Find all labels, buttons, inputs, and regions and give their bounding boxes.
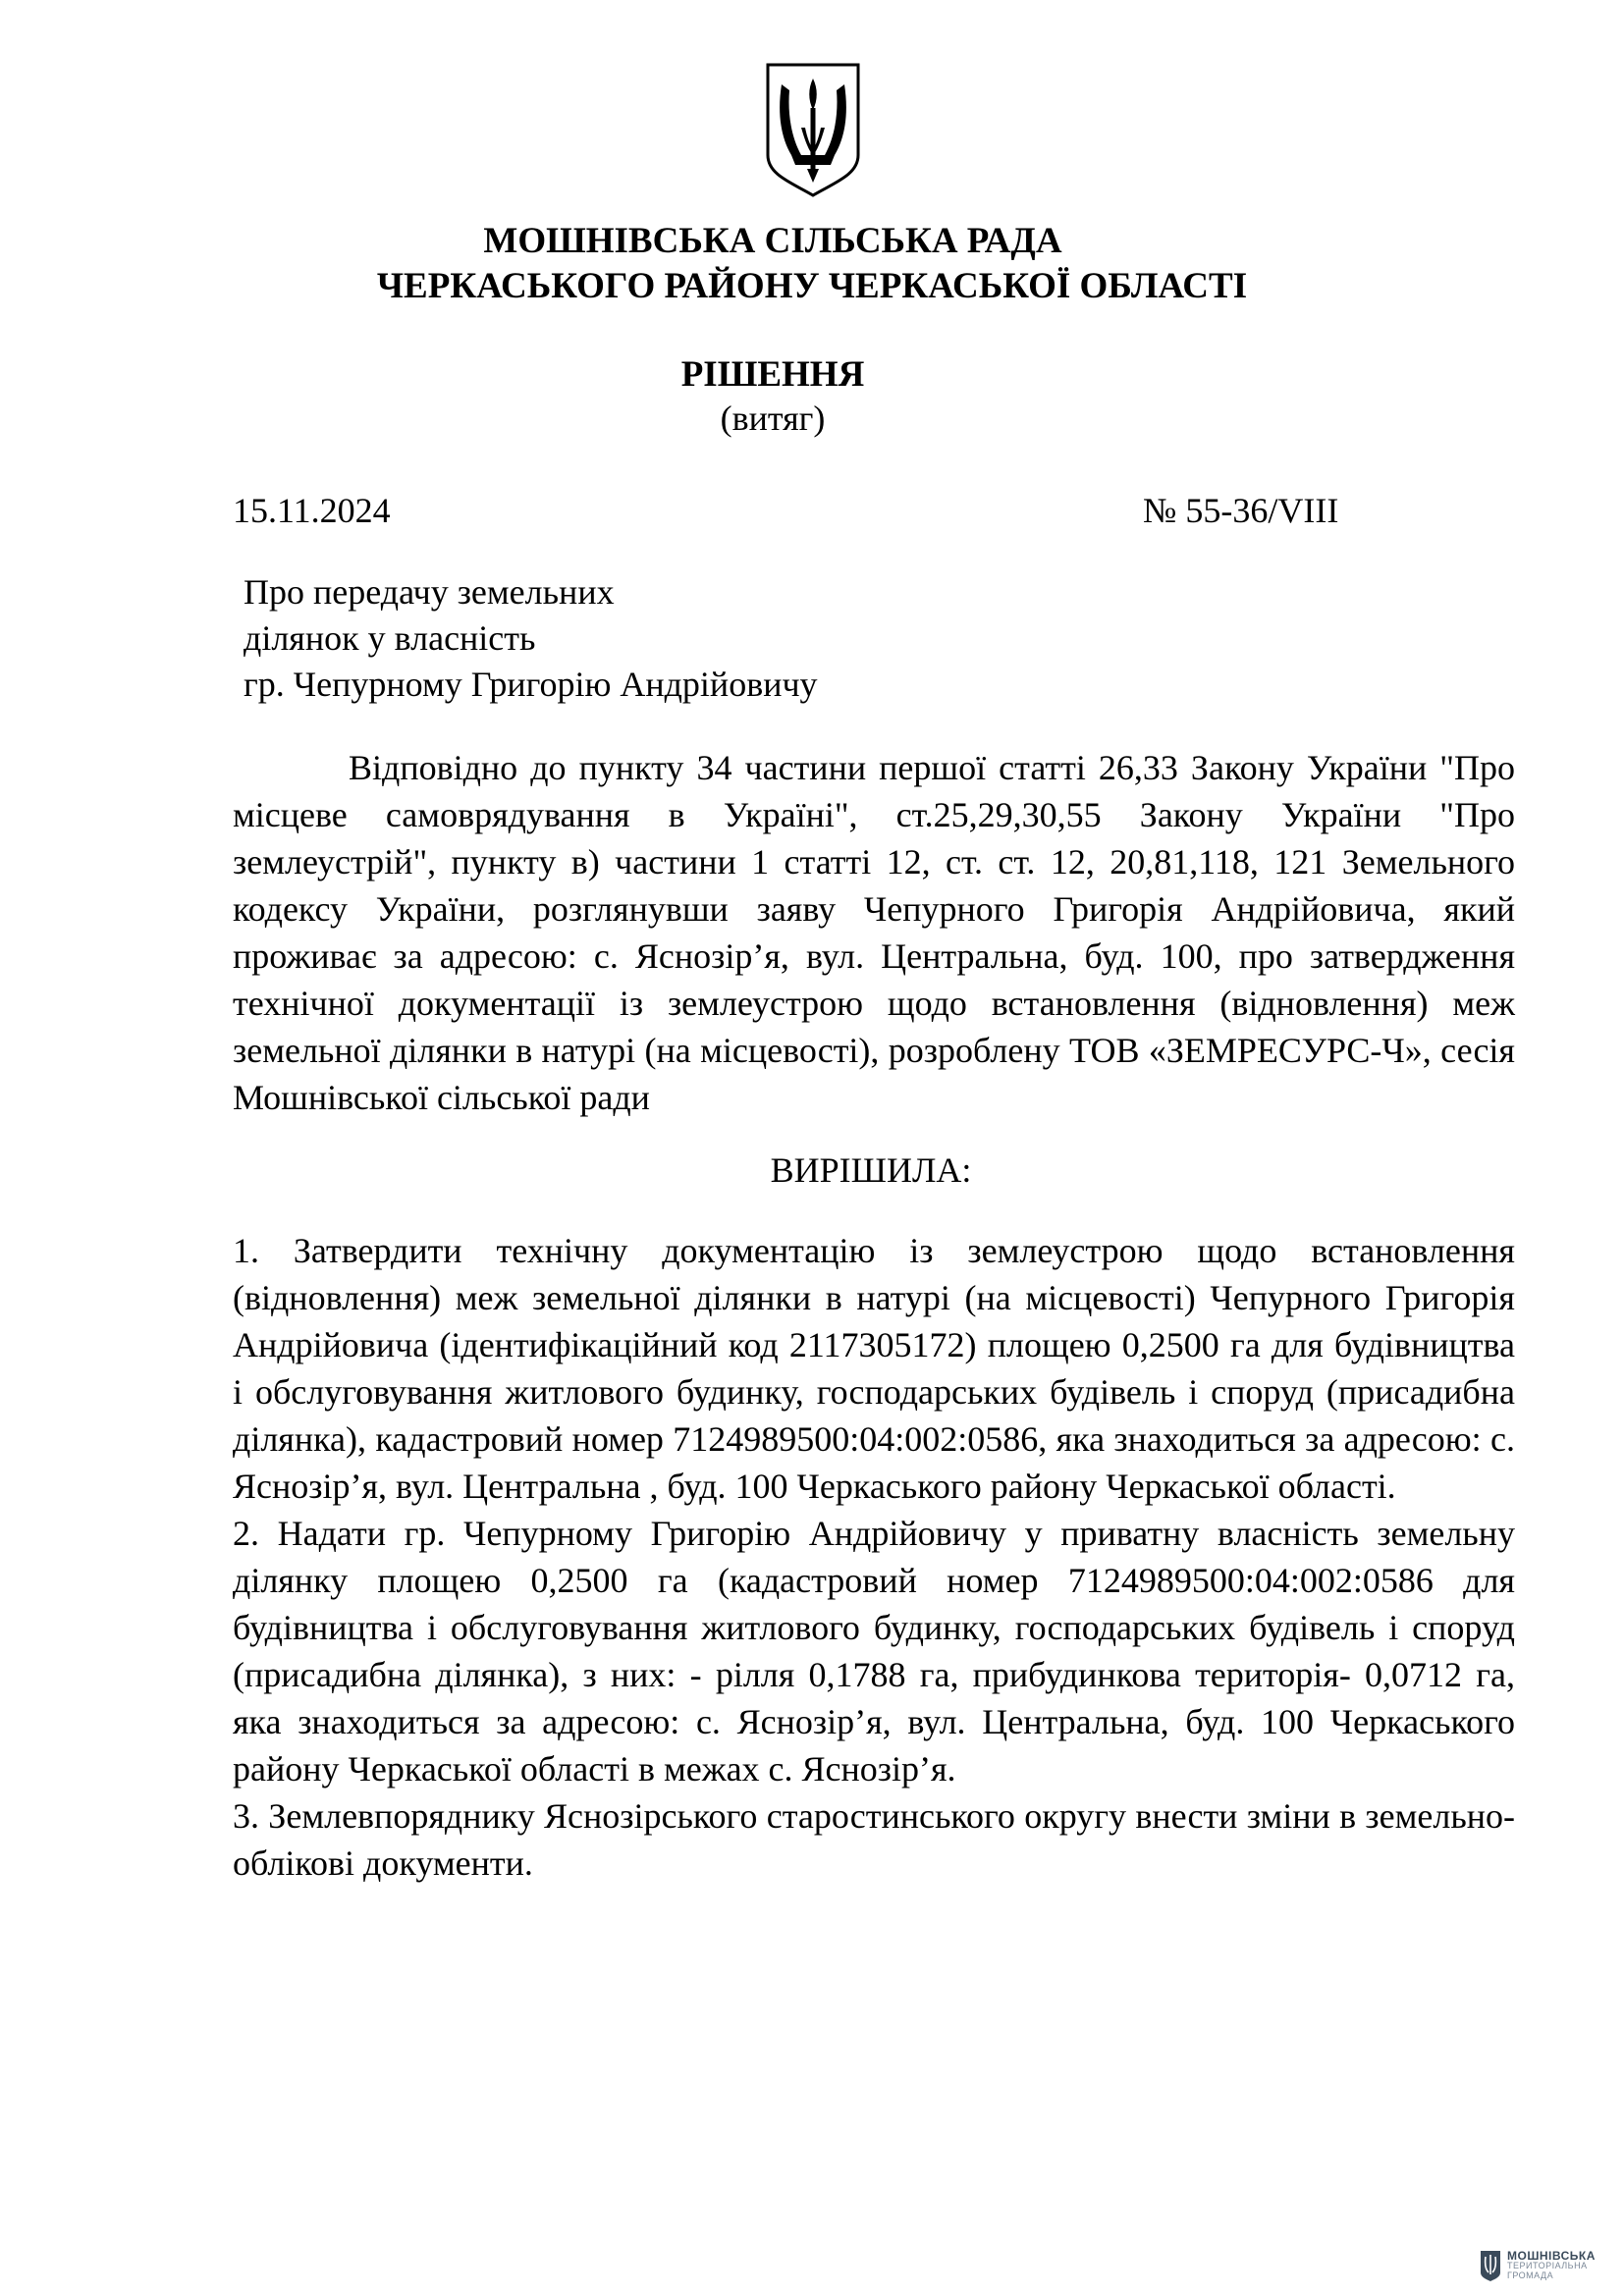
logo-text: ГРОМАДА (1507, 2270, 1554, 2280)
decision-subject (244, 569, 818, 708)
decided-heading: ВИРІШИЛА: (770, 1150, 972, 1190)
document-subtitle: (витяг) (720, 399, 826, 438)
decision-items (233, 1227, 1515, 1887)
organization-district: ЧЕРКАСЬКОГО РАЙОНУ ЧЕРКАСЬКОЇ ОБЛАСТІ (376, 266, 1248, 306)
logo-text: МОШНІВСЬКА (1507, 2249, 1596, 2263)
preamble-paragraph: Відповідно до пункту 34 частини першої статті 26,33 Закону України "Про місцеве самоврядування в Україні", ст.25,29,30,55 Закону України "Про землеустрій", пункту в) частини 1 статті 12, ст. ст. 12, 20,81,118, 121 Земельного кодексу України, розглянувши заяву Чепурного Григорія Андрійовича, який проживає за адресою: с. Яснозір’я, вул. Центральна, буд. 100, про затвердження технічної документації із землеустрою щодо встановлення (відновлення) меж земельної ділянки в натурі (на місцевості), розроблену ТОВ «ЗЕМРЕСУРС-Ч», сесія Мошнівської сільської ради (233, 748, 1515, 1117)
organization-name: МОШНІВСЬКА СІЛЬСЬКА РАДА (483, 221, 1062, 261)
logo-text: ТЕРИТОРІАЛЬНА (1507, 2261, 1588, 2270)
subject-line: гр. Чепурному Григорію Андрійовичу (244, 665, 818, 704)
decision-item: 3. Землевпоряднику Яснозірського старостинського округу внести зміни в земельно-облікові документи. (233, 1796, 1515, 1883)
coat-of-arms-icon (762, 61, 864, 198)
decision-number: № 55-36/VIII (1143, 491, 1339, 530)
subject-line: ділянок у власність (244, 618, 536, 658)
subject-line: Про передачу земельних (244, 572, 615, 612)
decision-item: 1. Затвердити технічну документацію із землеустрою щодо встановлення (відновлення) меж земельної ділянки в натурі (на місцевості) Чепурного Григорія Андрійовича (ідентифікаційний код 2117305172) площею 0,2500 га для будівництва і обслуговування житлового будинку, господарських будівель і споруд (присадибна ділянка), кадастровий номер 7124989500:04:002:0586, яка знаходиться за адресою: с. Яснозір’я, вул. Центральна , буд. 100 Черкаського району Черкаської області. (233, 1231, 1515, 1506)
community-logo (1479, 2248, 1596, 2283)
trident-icon (1479, 2249, 1502, 2282)
decision-item: 2. Надати гр. Чепурному Григорію Андрійовичу у приватну власність земельну ділянку площею 0,2500 га (кадастровий номер 7124989500:04:002:0586 для будівництва і обслуговування житлового будинку, господарських будівель і споруд (присадибна ділянка), з них: - рілля 0,1788 га, прибудинкова територія- 0,0712 га, яка знаходиться за адресою: с. Яснозір’я, вул. Центральна, буд. 100 Черкаського району Черкаської області в межах с. Яснозір’я. (233, 1514, 1515, 1789)
document-title: РІШЕННЯ (680, 354, 865, 395)
decision-date: 15.11.2024 (233, 491, 391, 530)
